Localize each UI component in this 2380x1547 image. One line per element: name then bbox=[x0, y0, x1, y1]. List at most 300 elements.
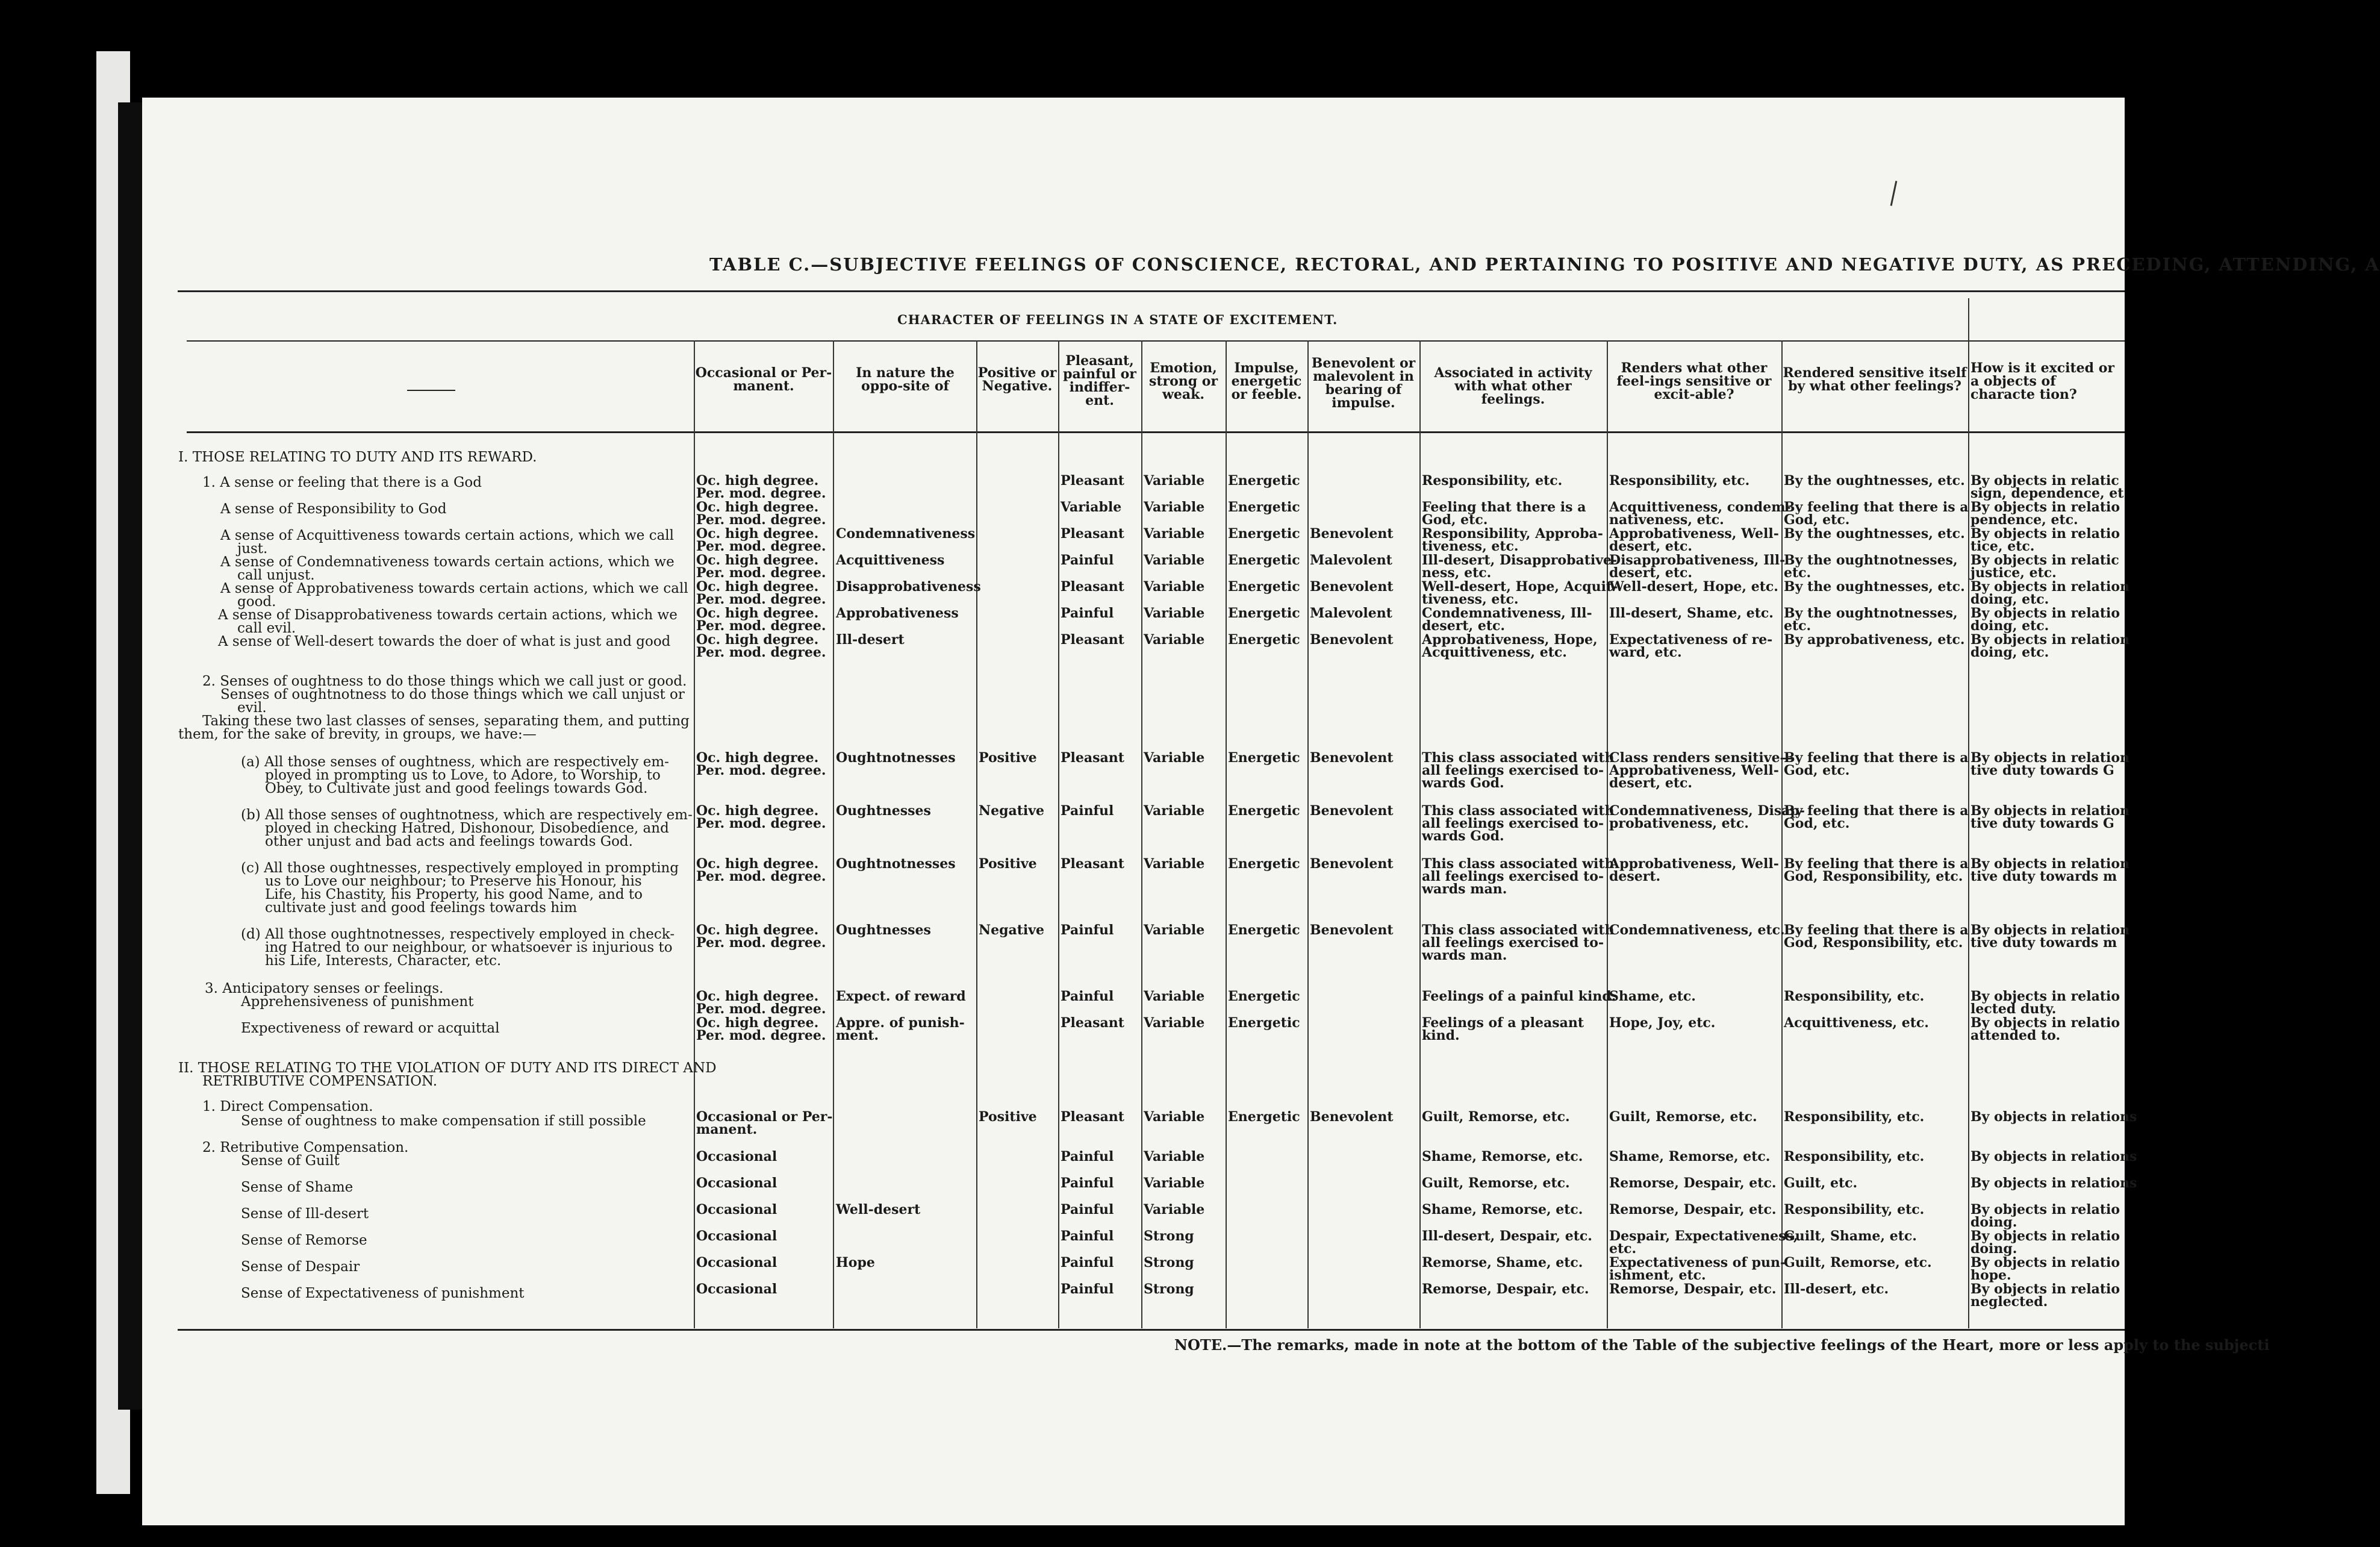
table-cell: doing. bbox=[1970, 1241, 2017, 1257]
table-cell: desert, etc. bbox=[1609, 565, 1693, 581]
table-cell: Variable bbox=[1144, 632, 1205, 648]
table-cell: wards God. bbox=[1422, 828, 1504, 844]
table-cell: Responsibility, etc. bbox=[1784, 1149, 1925, 1164]
table-cell: Expectativeness of pun- bbox=[1609, 1255, 1786, 1270]
table-cell: Responsibility, etc. bbox=[1422, 473, 1563, 489]
table-cell: manent. bbox=[696, 1122, 758, 1137]
table-cell: Energetic bbox=[1228, 989, 1300, 1004]
table-cell: By the oughtnotnesses, bbox=[1784, 552, 1958, 568]
table-cell: Benevolent bbox=[1310, 526, 1394, 542]
table-cell: Condemnativeness, Disap- bbox=[1609, 803, 1805, 819]
col-rule bbox=[833, 340, 834, 1328]
table-cell: Occasional bbox=[696, 1175, 777, 1191]
table-cell: Per. mod. degree. bbox=[696, 565, 826, 581]
table-cell: Variable bbox=[1144, 1109, 1205, 1125]
table-bottom-rule bbox=[178, 1329, 2125, 1331]
table-cell: wards man. bbox=[1422, 948, 1507, 963]
table-cell: Disapprobativeness bbox=[836, 579, 981, 595]
table-cell: Variable bbox=[1144, 803, 1205, 819]
table-cell: Shame, etc. bbox=[1609, 989, 1696, 1004]
header-rule-bottom bbox=[187, 431, 2125, 433]
table-cell: This class associated with bbox=[1422, 750, 1615, 766]
table-cell: Approbativeness, Well- bbox=[1609, 526, 1779, 542]
table-cell: Variable bbox=[1061, 499, 1122, 515]
table-cell: Occasional bbox=[696, 1228, 777, 1244]
table-cell: desert, etc. bbox=[1609, 775, 1693, 791]
table-cell: Benevolent bbox=[1310, 1109, 1394, 1125]
table-cell: Painful bbox=[1061, 1281, 1114, 1297]
table-cell: ness, etc. bbox=[1422, 565, 1492, 581]
table-cell: etc. bbox=[1784, 565, 1811, 581]
table-cell: Negative bbox=[979, 803, 1045, 819]
table-cell: Per. mod. degree. bbox=[696, 539, 826, 554]
table-cell: Energetic bbox=[1228, 750, 1300, 766]
table-cell: kind. bbox=[1422, 1028, 1460, 1043]
col-header-opposite: In nature the oppo-site of bbox=[856, 365, 955, 394]
table-cell: Hope bbox=[836, 1255, 875, 1270]
table-cell: Acquittiveness, etc. bbox=[1422, 645, 1567, 660]
table-cell: Benevolent bbox=[1310, 922, 1394, 938]
table-cell: Oughtnesses bbox=[836, 803, 931, 819]
table-cell: Feelings of a pleasant bbox=[1422, 1015, 1584, 1031]
col-header-pleasant: Pleasant, painful or indiffer-ent. bbox=[1063, 353, 1136, 408]
table-cell: Pleasant bbox=[1061, 632, 1124, 648]
col-rule bbox=[1607, 340, 1608, 1328]
table-cell: By approbativeness, etc. bbox=[1784, 632, 1965, 648]
table-cell: Painful bbox=[1061, 605, 1114, 621]
table-cell: This class associated with bbox=[1422, 922, 1615, 938]
row-label: 1. A sense or feeling that there is a God bbox=[202, 475, 482, 490]
table-cell: Responsibility, etc. bbox=[1784, 989, 1925, 1004]
table-cell: Variable bbox=[1144, 579, 1205, 595]
table-cell: Oughtnesses bbox=[836, 922, 931, 938]
row-label: us to Love our neighbour; to Preserve his Honour, his bbox=[265, 874, 642, 889]
table-cell: Energetic bbox=[1228, 579, 1300, 595]
table-cell: Shame, Remorse, etc. bbox=[1422, 1149, 1583, 1164]
table-cell: Oc. high degree. bbox=[696, 552, 819, 568]
table-cell: Oc. high degree. bbox=[696, 1015, 819, 1031]
row-label: call unjust. bbox=[237, 567, 315, 583]
table-cell: By objects in relatio bbox=[1970, 1281, 2120, 1297]
row-label: other unjust and bad acts and feelings towards God. bbox=[265, 834, 633, 849]
table-cell: Pleasant bbox=[1061, 473, 1124, 489]
table-cell: By feeling that there is a bbox=[1784, 803, 1969, 819]
table-cell: Per. mod. degree. bbox=[696, 1001, 826, 1017]
table-cell: all feelings exercised to- bbox=[1422, 816, 1604, 831]
row-label: (a) All those senses of oughtness, which are respectively em- bbox=[241, 754, 669, 770]
table-cell: probativeness, etc. bbox=[1609, 816, 1749, 831]
table-title: TABLE C.—SUBJECTIVE FEELINGS OF CONSCIENCE, RECTORAL, AND PERTAINING TO POSITIVE AND NEGATIVE DUTY, AS PRECEDING, ATTENDING, A bbox=[709, 254, 2380, 275]
row-label: A sense of Well-desert towards the doer of what is just and good bbox=[218, 634, 671, 649]
table-cell: Guilt, Remorse, etc. bbox=[1609, 1109, 1757, 1125]
table-cell: Guilt, etc. bbox=[1784, 1175, 1858, 1191]
table-cell: all feelings exercised to- bbox=[1422, 869, 1604, 884]
table-cell: By objects in relatic bbox=[1970, 473, 2119, 489]
table-cell: By the oughtnesses, etc. bbox=[1784, 526, 1965, 542]
table-cell: Oc. high degree. bbox=[696, 803, 819, 819]
paragraph-line: Senses of oughtnotness to do those things which we call unjust or bbox=[220, 687, 685, 702]
table-cell: By objects in relatio bbox=[1970, 1228, 2120, 1244]
table-cell: tive duty towards m bbox=[1970, 935, 2117, 951]
table-cell: Approbativeness, Well- bbox=[1609, 763, 1779, 778]
table-cell: Remorse, Despair, etc. bbox=[1609, 1175, 1777, 1191]
table-cell: Painful bbox=[1061, 552, 1114, 568]
table-cell: By objects in relation bbox=[1970, 856, 2130, 872]
character-of-feelings-header: CHARACTER OF FEELINGS IN A STATE OF EXCITEMENT. bbox=[897, 312, 1338, 327]
table-cell: Oc. high degree. bbox=[696, 989, 819, 1004]
col-header-associated: Associated in activity with what other feelings. bbox=[1434, 365, 1592, 407]
table-cell: Per. mod. degree. bbox=[696, 1028, 826, 1043]
row-label: A sense of Responsibility to God bbox=[220, 501, 447, 517]
table-cell: lected duty. bbox=[1970, 1001, 2057, 1017]
table-cell: Guilt, Remorse, etc. bbox=[1784, 1255, 1932, 1270]
table-cell: Benevolent bbox=[1310, 856, 1394, 872]
table-cell: By objects in relatio bbox=[1970, 499, 2120, 515]
table-cell: God, etc. bbox=[1784, 512, 1850, 528]
table-cell: Per. mod. degree. bbox=[696, 618, 826, 634]
table-cell: Occasional bbox=[696, 1202, 777, 1217]
table-cell: tive duty towards m bbox=[1970, 869, 2117, 884]
table-cell: Remorse, Despair, etc. bbox=[1609, 1281, 1777, 1297]
table-cell: justice, etc. bbox=[1970, 565, 2057, 581]
col-header-impulse: Impulse, energetic or feeble. bbox=[1231, 360, 1302, 402]
table-cell: Class renders sensitive— bbox=[1609, 750, 1793, 766]
table-cell: Acquittiveness, etc. bbox=[1784, 1015, 1929, 1031]
col-header-positive: Positive or Negative. bbox=[977, 365, 1057, 394]
table-cell: doing, etc. bbox=[1970, 618, 2049, 634]
row-label: Sense of Shame bbox=[241, 1180, 354, 1195]
table-cell: Ill-desert, Disapprobative- bbox=[1422, 552, 1618, 568]
row-label: call evil. bbox=[237, 620, 296, 636]
table-cell: By feeling that there is a bbox=[1784, 499, 1969, 515]
table-cell: By the oughtnotnesses, bbox=[1784, 605, 1958, 621]
row-label: Sense of oughtness to make compensation if still possible bbox=[241, 1113, 646, 1129]
table-cell: Variable bbox=[1144, 750, 1205, 766]
table-cell: tice, etc. bbox=[1970, 539, 2035, 554]
table-cell: Ill-desert, etc. bbox=[1784, 1281, 1889, 1297]
row-label: Expectiveness of reward or acquittal bbox=[241, 1020, 500, 1036]
table-cell: God, Responsibility, etc. bbox=[1784, 869, 1963, 884]
table-cell: Responsibility, etc. bbox=[1784, 1202, 1925, 1217]
table-cell: By objects in relatio bbox=[1970, 989, 2120, 1004]
table-cell: Well-desert, Hope, etc. bbox=[1609, 579, 1778, 595]
table-cell: Variable bbox=[1144, 526, 1205, 542]
table-cell: Appre. of punish- bbox=[836, 1015, 965, 1031]
table-cell: Pleasant bbox=[1061, 526, 1124, 542]
table-cell: tiveness, etc. bbox=[1422, 592, 1519, 607]
paragraph-line: 2. Senses of oughtness to do those things which we call just or good. bbox=[202, 673, 687, 689]
table-cell: ment. bbox=[836, 1028, 879, 1043]
table-cell: By the oughtnesses, etc. bbox=[1784, 579, 1965, 595]
table-cell: This class associated with bbox=[1422, 856, 1615, 872]
table-cell: By objects in relatio bbox=[1970, 1202, 2120, 1217]
table-cell: Oc. high degree. bbox=[696, 526, 819, 542]
table-cell: By feeling that there is a bbox=[1784, 922, 1969, 938]
header-dash bbox=[407, 390, 455, 391]
table-cell: Guilt, Remorse, etc. bbox=[1422, 1109, 1570, 1125]
row-label: A sense of Condemnativeness towards certain actions, which we bbox=[220, 554, 674, 570]
table-cell: Positive bbox=[979, 856, 1037, 872]
table-cell: By objects in relatio bbox=[1970, 1015, 2120, 1031]
table-cell: Remorse, Despair, etc. bbox=[1609, 1202, 1777, 1217]
table-cell: doing, etc. bbox=[1970, 645, 2049, 660]
row-label: (d) All those oughtnotnesses, respectively employed in check- bbox=[241, 927, 675, 942]
table-cell: wards God. bbox=[1422, 775, 1504, 791]
table-cell: Per. mod. degree. bbox=[696, 935, 826, 951]
table-cell: Responsibility, etc. bbox=[1784, 1109, 1925, 1125]
table-cell: Expectativeness of re- bbox=[1609, 632, 1773, 648]
table-cell: Painful bbox=[1061, 922, 1114, 938]
table-cell: Painful bbox=[1061, 1175, 1114, 1191]
paragraph-line: 1. Direct Compensation. bbox=[202, 1099, 373, 1114]
table-cell: Pleasant bbox=[1061, 1015, 1124, 1031]
table-cell: Pleasant bbox=[1061, 750, 1124, 766]
section-heading: II. THOSE RELATING TO THE VIOLATION OF DUTY AND ITS DIRECT AND bbox=[178, 1060, 717, 1076]
table-cell: Oughtnotnesses bbox=[836, 750, 956, 766]
table-cell: Ill-desert bbox=[836, 632, 905, 648]
table-cell: By objects in relation bbox=[1970, 922, 2130, 938]
table-cell: tiveness, etc. bbox=[1422, 539, 1519, 554]
table-cell: Per. mod. degree. bbox=[696, 869, 826, 884]
table-cell: Guilt, Shame, etc. bbox=[1784, 1228, 1917, 1244]
table-cell: By feeling that there is a bbox=[1784, 856, 1969, 872]
table-cell: Energetic bbox=[1228, 922, 1300, 938]
row-label: just. bbox=[237, 541, 268, 557]
table-cell: Approbativeness, Well- bbox=[1609, 856, 1779, 872]
table-cell: Disapprobativeness, Ill- bbox=[1609, 552, 1786, 568]
table-cell: Per. mod. degree. bbox=[696, 816, 826, 831]
table-cell: Responsibility, etc. bbox=[1609, 473, 1750, 489]
table-cell: Strong bbox=[1144, 1255, 1194, 1270]
table-cell: By objects in relations bbox=[1970, 1149, 2137, 1164]
table-cell: Pleasant bbox=[1061, 856, 1124, 872]
row-label: Life, his Chastity, his Property, his good Name, and to bbox=[265, 887, 643, 902]
row-label: his Life, Interests, Character, etc. bbox=[265, 953, 502, 969]
table-cell: By objects in relations bbox=[1970, 1175, 2137, 1191]
table-cell: desert. bbox=[1609, 869, 1661, 884]
table-cell: Strong bbox=[1144, 1281, 1194, 1297]
table-cell: Acquittiveness bbox=[836, 552, 945, 568]
table-cell: Variable bbox=[1144, 1015, 1205, 1031]
col-rule bbox=[1781, 340, 1783, 1328]
table-cell: Positive bbox=[979, 1109, 1037, 1125]
table-cell: Energetic bbox=[1228, 605, 1300, 621]
table-cell: ward, etc. bbox=[1609, 645, 1682, 660]
table-cell: Responsibility, Approba- bbox=[1422, 526, 1603, 542]
row-label: ployed in checking Hatred, Dishonour, Disobedience, and bbox=[265, 820, 669, 836]
col-header-how-excited: How is it excited or a objects of characte tion? bbox=[1970, 360, 2114, 402]
col-rule bbox=[1307, 340, 1309, 1328]
table-cell: Oc. high degree. bbox=[696, 922, 819, 938]
table-cell: etc. bbox=[1784, 618, 1811, 634]
header-rule-top bbox=[187, 340, 2125, 342]
table-cell: Benevolent bbox=[1310, 750, 1394, 766]
table-cell: Per. mod. degree. bbox=[696, 486, 826, 501]
table-cell: Feeling that there is a bbox=[1422, 499, 1586, 515]
table-cell: all feelings exercised to- bbox=[1422, 935, 1604, 951]
row-label: Sense of Guilt bbox=[241, 1153, 340, 1169]
table-cell: Energetic bbox=[1228, 1109, 1300, 1125]
table-cell: Painful bbox=[1061, 1255, 1114, 1270]
table-cell: Malevolent bbox=[1310, 552, 1392, 568]
col-rule bbox=[1419, 340, 1421, 1328]
table-cell: Oc. high degree. bbox=[696, 579, 819, 595]
table-cell: Approbativeness bbox=[836, 605, 959, 621]
table-cell: By objects in relations bbox=[1970, 1109, 2137, 1125]
col-rule bbox=[976, 340, 977, 1328]
row-label: Sense of Remorse bbox=[241, 1233, 367, 1248]
table-cell: Variable bbox=[1144, 1175, 1205, 1191]
table-cell: Occasional bbox=[696, 1281, 777, 1297]
table-cell: wards man. bbox=[1422, 881, 1507, 897]
table-cell: Pleasant bbox=[1061, 1109, 1124, 1125]
table-cell: Variable bbox=[1144, 1202, 1205, 1217]
table-cell: all feelings exercised to- bbox=[1422, 763, 1604, 778]
table-cell: By objects in relatic bbox=[1970, 552, 2119, 568]
col-rule bbox=[1058, 340, 1059, 1328]
table-cell: Painful bbox=[1061, 989, 1114, 1004]
col-header-occasional: Occasional or Per-manent. bbox=[695, 365, 832, 394]
table-cell: By objects in relatio bbox=[1970, 1255, 2120, 1270]
table-cell: By objects in relation bbox=[1970, 803, 2130, 819]
col-rule bbox=[694, 340, 695, 1328]
table-cell: Oc. high degree. bbox=[696, 750, 819, 766]
table-note: NOTE.—The remarks, made in note at the bottom of the Table of the subjective feelings of the Heart, more or less apply to the subjecti bbox=[1174, 1336, 2270, 1354]
table-cell: Variable bbox=[1144, 552, 1205, 568]
table-cell: Per. mod. degree. bbox=[696, 645, 826, 660]
table-cell: etc. bbox=[1609, 1241, 1637, 1257]
table-cell: Variable bbox=[1144, 473, 1205, 489]
paragraph-line: evil. bbox=[237, 700, 267, 716]
col-header-renders: Renders what other feel-ings sensitive or excit-able? bbox=[1616, 360, 1772, 402]
table-cell: doing. bbox=[1970, 1214, 2017, 1230]
table-cell: Condemnativeness, etc. bbox=[1609, 922, 1785, 938]
table-cell: Feelings of a painful kind. bbox=[1422, 989, 1616, 1004]
table-cell: Condemnativeness bbox=[836, 526, 976, 542]
table-cell: Energetic bbox=[1228, 552, 1300, 568]
paragraph-line: Taking these two last classes of senses, separating them, and putting bbox=[202, 713, 690, 729]
table-cell: Shame, Remorse, etc. bbox=[1422, 1202, 1583, 1217]
col-header-benevolent: Benevolent or malevolent in bearing of impulse. bbox=[1311, 355, 1416, 411]
table-cell: Expect. of reward bbox=[836, 989, 966, 1004]
table-cell: Per. mod. degree. bbox=[696, 763, 826, 778]
table-cell: God, Responsibility, etc. bbox=[1784, 935, 1963, 951]
row-label: good. bbox=[237, 594, 276, 610]
table-cell: By objects in relatio bbox=[1970, 605, 2120, 621]
col-rule bbox=[1141, 340, 1142, 1328]
row-label: Obey, to Cultivate just and good feelings towards God. bbox=[265, 781, 648, 796]
row-label: A sense of Disapprobativeness towards certain actions, which we bbox=[218, 607, 678, 623]
table-cell: hope. bbox=[1970, 1267, 2011, 1283]
paragraph-line: 2. Retributive Compensation. bbox=[202, 1140, 409, 1155]
table-cell: Negative bbox=[979, 922, 1045, 938]
table-cell: Malevolent bbox=[1310, 605, 1392, 621]
table-cell: Remorse, Shame, etc. bbox=[1422, 1255, 1583, 1270]
table-cell: doing, etc. bbox=[1970, 592, 2049, 607]
title-rule bbox=[178, 290, 2125, 292]
table-cell: By the oughtnesses, etc. bbox=[1784, 473, 1965, 489]
table-cell: Guilt, Remorse, etc. bbox=[1422, 1175, 1570, 1191]
section-heading: I. THOSE RELATING TO DUTY AND ITS REWARD. bbox=[178, 449, 537, 465]
table-cell: Variable bbox=[1144, 1149, 1205, 1164]
table-cell: This class associated with bbox=[1422, 803, 1615, 819]
table-cell: By feeling that there is a bbox=[1784, 750, 1969, 766]
table-cell: Acquittiveness, condem- bbox=[1609, 499, 1791, 515]
table-cell: By objects in relatio bbox=[1970, 526, 2120, 542]
table-cell: Shame, Remorse, etc. bbox=[1609, 1149, 1771, 1164]
table-cell: nativeness, etc. bbox=[1609, 512, 1724, 528]
table-cell: Energetic bbox=[1228, 803, 1300, 819]
row-label: Apprehensiveness of punishment bbox=[241, 994, 474, 1010]
row-label: A sense of Acquittiveness towards certain actions, which we call bbox=[220, 528, 674, 543]
col-header-emotion: Emotion, strong or weak. bbox=[1148, 360, 1218, 402]
col-rule bbox=[1226, 340, 1227, 1328]
table-cell: Variable bbox=[1144, 499, 1205, 515]
table-cell: attended to. bbox=[1970, 1028, 2061, 1043]
row-label: (c) All those oughtnesses, respectively employed in prompting bbox=[241, 860, 679, 876]
table-cell: Energetic bbox=[1228, 856, 1300, 872]
table-cell: Energetic bbox=[1228, 499, 1300, 515]
table-cell: Strong bbox=[1144, 1228, 1194, 1244]
table-cell: ishment, etc. bbox=[1609, 1267, 1706, 1283]
row-label: (b) All those senses of oughtnotness, which are respectively em- bbox=[241, 807, 693, 823]
table-cell: Energetic bbox=[1228, 473, 1300, 489]
table-cell: neglected. bbox=[1970, 1294, 2048, 1310]
section-heading: RETRIBUTIVE COMPENSATION. bbox=[202, 1074, 438, 1089]
table-cell: Benevolent bbox=[1310, 803, 1394, 819]
film-edge-dark bbox=[118, 102, 143, 1410]
table-cell: Benevolent bbox=[1310, 579, 1394, 595]
table-cell: By objects in relation bbox=[1970, 632, 2130, 648]
table-cell: Oc. high degree. bbox=[696, 499, 819, 515]
row-label: cultivate just and good feelings towards him bbox=[265, 900, 578, 916]
table-cell: Energetic bbox=[1228, 526, 1300, 542]
row-label: Sense of Expectativeness of punishment bbox=[241, 1286, 525, 1301]
table-cell: desert, etc. bbox=[1609, 539, 1693, 554]
table-cell: Energetic bbox=[1228, 1015, 1300, 1031]
table-cell: Oc. high degree. bbox=[696, 473, 819, 489]
table-cell: pendence, etc. bbox=[1970, 512, 2078, 528]
table-cell: tive duty towards G bbox=[1970, 816, 2114, 831]
table-cell: God, etc. bbox=[1422, 512, 1488, 528]
table-cell: Energetic bbox=[1228, 632, 1300, 648]
table-cell: Remorse, Despair, etc. bbox=[1422, 1281, 1589, 1297]
table-cell: Painful bbox=[1061, 1149, 1114, 1164]
col-header-rendered: Rendered sensitive itself by what other feelings? bbox=[1783, 365, 1967, 394]
table-cell: Occasional bbox=[696, 1149, 777, 1164]
table-cell: Approbativeness, Hope, bbox=[1422, 632, 1598, 648]
table-cell: Variable bbox=[1144, 605, 1205, 621]
table-cell: Painful bbox=[1061, 803, 1114, 819]
row-label: ployed in prompting us to Love, to Adore, to Worship, to bbox=[265, 767, 661, 783]
table-cell: Variable bbox=[1144, 989, 1205, 1004]
table-cell: Occasional or Per- bbox=[696, 1109, 833, 1125]
table-cell: Painful bbox=[1061, 1228, 1114, 1244]
table-cell: God, etc. bbox=[1784, 763, 1850, 778]
table-cell: Oc. high degree. bbox=[696, 856, 819, 872]
row-label: A sense of Approbativeness towards certain actions, which we call bbox=[220, 581, 688, 596]
table-cell: God, etc. bbox=[1784, 816, 1850, 831]
table-cell: By objects in relation bbox=[1970, 750, 2130, 766]
table-cell: desert, etc. bbox=[1422, 618, 1506, 634]
table-cell: Well-desert bbox=[836, 1202, 921, 1217]
paragraph-line: 3. Anticipatory senses or feelings. bbox=[205, 981, 444, 996]
table-cell: Occasional bbox=[696, 1255, 777, 1270]
table-cell: Positive bbox=[979, 750, 1037, 766]
table-cell: Oc. high degree. bbox=[696, 632, 819, 648]
table-cell: Condemnativeness, Ill- bbox=[1422, 605, 1592, 621]
row-label: Sense of Despair bbox=[241, 1259, 360, 1275]
